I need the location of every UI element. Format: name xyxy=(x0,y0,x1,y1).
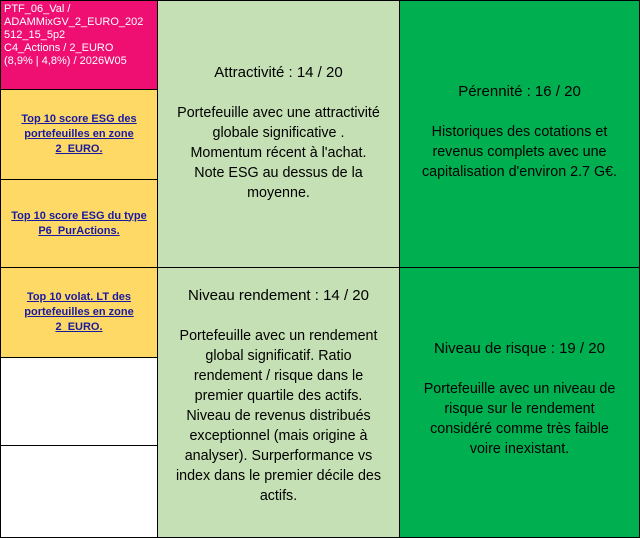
rendement-text-line: global significatif. Ratio xyxy=(205,348,352,364)
perennite-text-line: capitalisation d'environ 2.7 G€. xyxy=(421,164,618,180)
portfolio-title-line: C4_Actions / 2_EURO xyxy=(4,42,114,54)
rendement-text-line: Niveau de revenus distribués xyxy=(186,408,371,424)
top10-esg-zone-link[interactable]: Top 10 score ESG des portefeuilles en zone 2_EURO. xyxy=(21,113,137,155)
attractivite-text-line: Portefeuille avec une attractivité xyxy=(177,105,380,121)
rendement-panel xyxy=(157,267,400,538)
attractivite-panel xyxy=(157,0,400,268)
rendement-text-line: actifs. xyxy=(259,488,298,504)
empty-cell xyxy=(0,357,158,446)
empty-cell xyxy=(0,445,158,538)
top10-volat-zone-link[interactable]: Top 10 volat. LT des portefeuilles en zone 2_EURO. xyxy=(24,291,134,333)
portfolio-title-line: PTF_06_Val / xyxy=(4,3,71,15)
rendement-text-line: analyser). Surperformance vs xyxy=(184,448,373,464)
risque-text-line: Portefeuille avec un niveau de xyxy=(423,381,616,397)
attractivite-heading: Attractivité : 14 / 20 xyxy=(214,64,343,81)
rendement-text-line: rendement / risque dans le xyxy=(193,368,364,384)
portfolio-title-cell xyxy=(0,0,158,90)
perennite-text-line: revenus complets avec une xyxy=(432,144,607,160)
volat-zone-cell xyxy=(0,267,158,358)
risque-text-line: considéré comme très faible xyxy=(430,421,609,437)
attractivite-text-line: Momentum récent à l'achat. xyxy=(190,145,367,161)
risque-panel xyxy=(399,267,640,538)
rendement-text-line: Portefeuille avec un rendement xyxy=(179,328,378,344)
rendement-text-line: premier quartile des actifs. xyxy=(194,388,363,404)
attractivite-text-line: Note ESG au dessus de la xyxy=(194,165,363,181)
top10-esg-type-link[interactable]: Top 10 score ESG du type P6_PurActions. xyxy=(11,209,147,237)
esg-zone-cell xyxy=(0,89,158,180)
portfolio-title-line: ADAMMixGV_2_EURO_202 xyxy=(4,16,144,28)
portfolio-title-line: 512_15_5p2 xyxy=(4,29,66,41)
rendement-text-line: index dans le premier décile des xyxy=(175,468,382,484)
rendement-heading: Niveau rendement : 14 / 20 xyxy=(188,287,369,304)
risque-heading: Niveau de risque : 19 / 20 xyxy=(434,340,605,357)
attractivite-text-line: moyenne. xyxy=(247,185,310,201)
portfolio-title-line: (8,9% | 4,8%) / 2026W05 xyxy=(4,55,127,67)
perennite-text-line: Historiques des cotations et xyxy=(431,124,608,140)
esg-type-cell xyxy=(0,179,158,268)
perennite-panel xyxy=(399,0,640,268)
risque-text-line: voire inexistant. xyxy=(469,441,570,457)
perennite-heading: Pérennité : 16 / 20 xyxy=(458,83,581,100)
risque-text-line: risque sur le rendement xyxy=(444,401,595,417)
attractivite-text-line: globale significative . xyxy=(212,125,345,141)
rendement-text-line: exceptionnel (mais origine à xyxy=(189,428,368,444)
